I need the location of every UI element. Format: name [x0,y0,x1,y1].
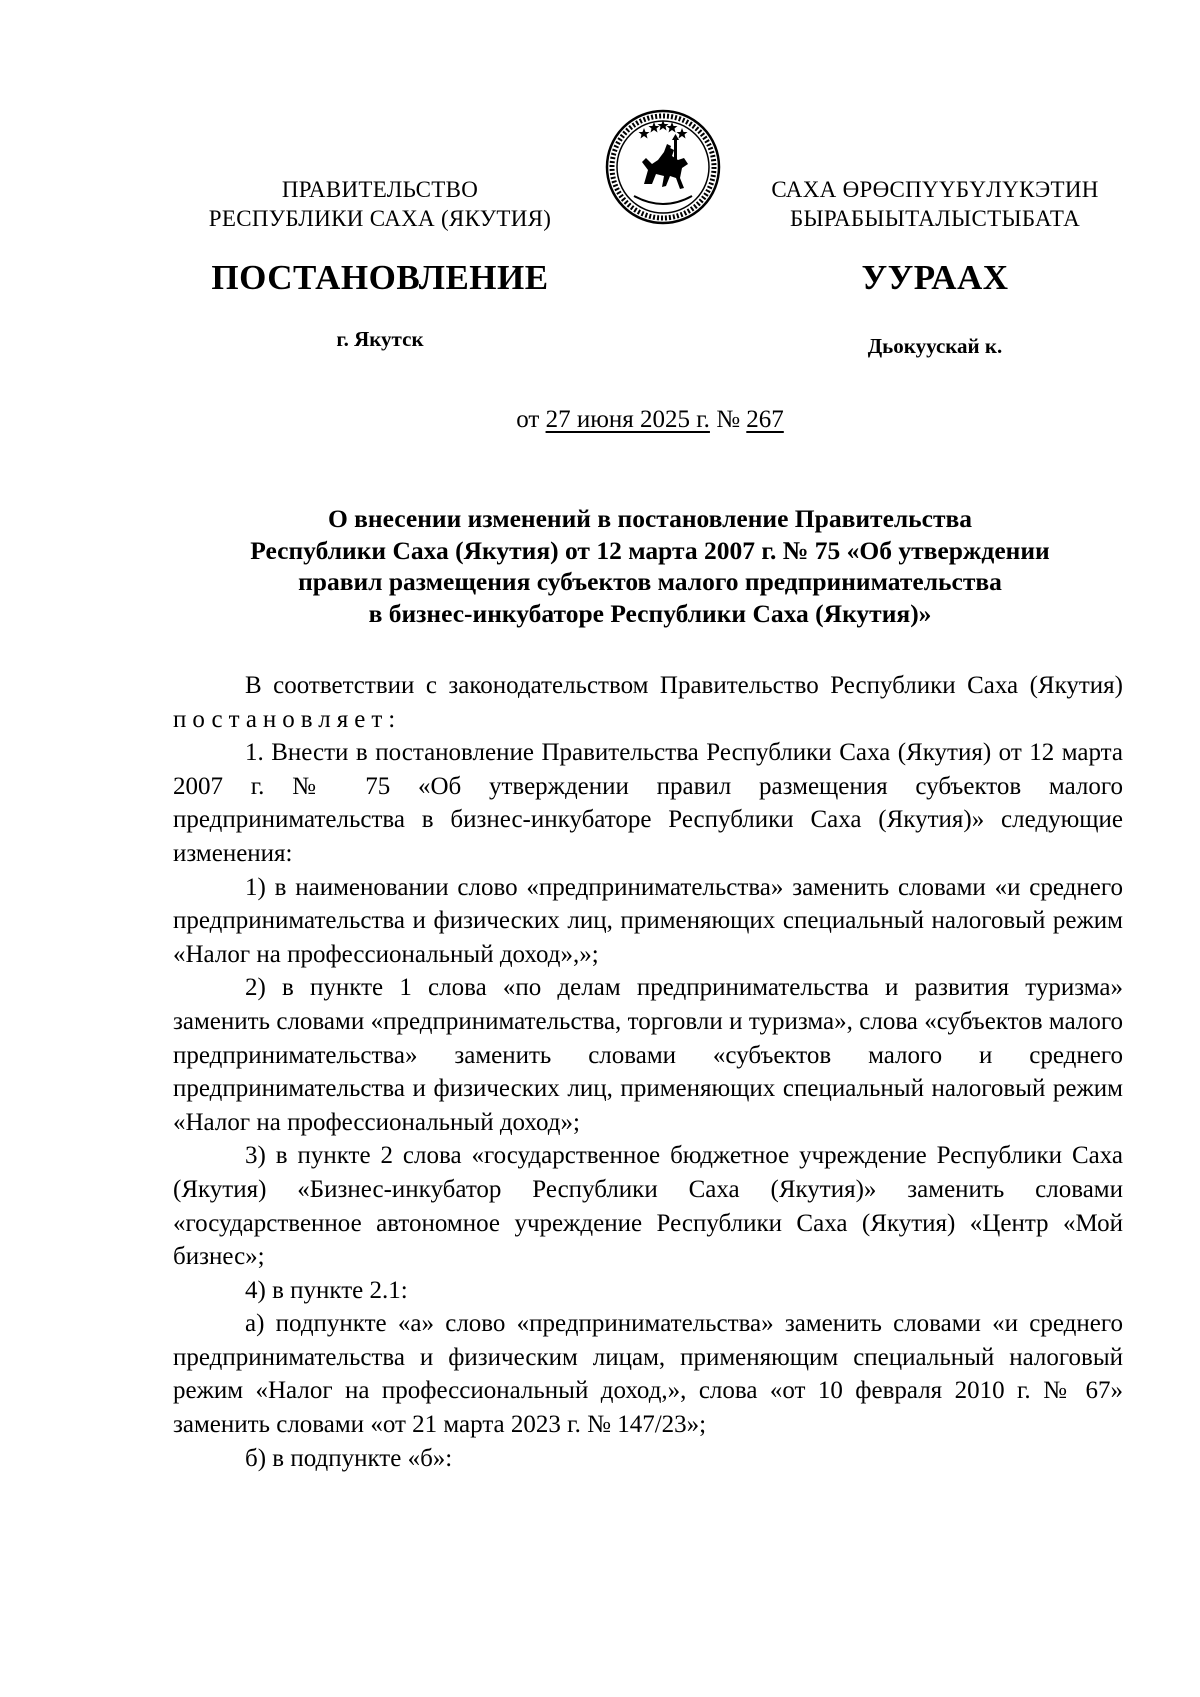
resolves-word: постановляет: [173,705,402,733]
paragraph-7: б) в подпункте «б»: [245,1444,453,1472]
government-name-ru-line-1: ПРАВИТЕЛЬСТВО [281,177,479,202]
title-line-1: О внесении изменений в постановление Правительства [327,504,973,533]
intro-text: В соответствии с законодательством Правительство Республики Саха (Якутия) [245,672,1123,699]
government-name-ru-line-2: РЕСПУБЛИКИ САХА (ЯКУТИЯ) [208,206,552,231]
doctype-sah: УУРААХ [861,258,1009,297]
city-ru: г. Якутск [336,327,424,351]
document-number: 267 [746,406,784,433]
title-line-4: в бизнес-инкубаторе Республики Саха (Якутия)» [368,598,932,628]
coat-of-arms-icon [604,108,722,226]
government-name-sah [745,175,1125,233]
government-name-sah-line-2: БЫРАБЫЫТАЛЫСТЫБАТА [789,206,1081,231]
paragraph-5: 4) в пункте 2.1: [245,1276,408,1304]
document-body [173,669,1123,1475]
paragraph-4: 3) в пункте 2 слова «государственное бюджетное учреждение Республики Саха (Якутия) «Бизнес-инкубатор Республики Саха (Якутия)» заменить словами «государственное автономное учреждение Республики Саха (Якутия) «Центр «Мой бизнес»; [173,1142,1123,1271]
title-line-2: Республики Саха (Якутия) от 12 марта 2007 г. № 75 «Об утверждении [250,535,1050,565]
paragraph-2: 1) в наименовании слово «предпринимательства» заменить словами «и среднего предпринимательства и физических лиц, применяющих специальный налоговый режим «Налог на профессиональный доход»,»; [173,873,1123,968]
doctype-ru: ПОСТАНОВЛЕНИЕ [211,258,549,297]
paragraph-3: 2) в пункте 1 слова «по делам предпринимательства и развития туризма» заменить словами «предпринимательства, торговли и туризма», слова «субъектов малого предпринимательства» заменить словами «субъектов малого и среднего предпринимательства и физических лиц, применяющих специальный налоговый режим «Налог на профессиональный доход»; [173,974,1123,1136]
title-line-3: правил размещения субъектов малого предпринимательства [298,567,1002,596]
government-name-ru [170,175,590,233]
document-date-number [170,405,1130,435]
date-prefix: от [516,406,540,433]
document-date: 27 июня 2025 г. [545,406,710,433]
number-sign: № [716,406,741,433]
intro-paragraph [173,669,1123,736]
city-sah: Дьокуускай к. [867,334,1003,358]
document-title [175,503,1125,629]
government-name-sah-line-1: САХА ӨРӨСПҮҮБҮЛҮКЭТИН [771,177,1099,202]
paragraph-6: а) подпункте «а» слово «предпринимательства» заменить словами «и среднего предпринимательства и физическим лицам, применяющим специальный налоговый режим «Налог на профессиональный доход,», слова «от 10 февраля 2010 г. № 67» заменить словами «от 21 марта 2023 г. № 147/23»; [173,1310,1123,1439]
paragraph-1: 1. Внести в постановление Правительства Республики Саха (Якутия) от 12 марта 2007 г. № 75 «Об утверждении правил размещения субъектов малого предпринимательства в бизнес-инкубаторе Республики Саха (Якутия)» следующие изменения: [173,739,1123,867]
